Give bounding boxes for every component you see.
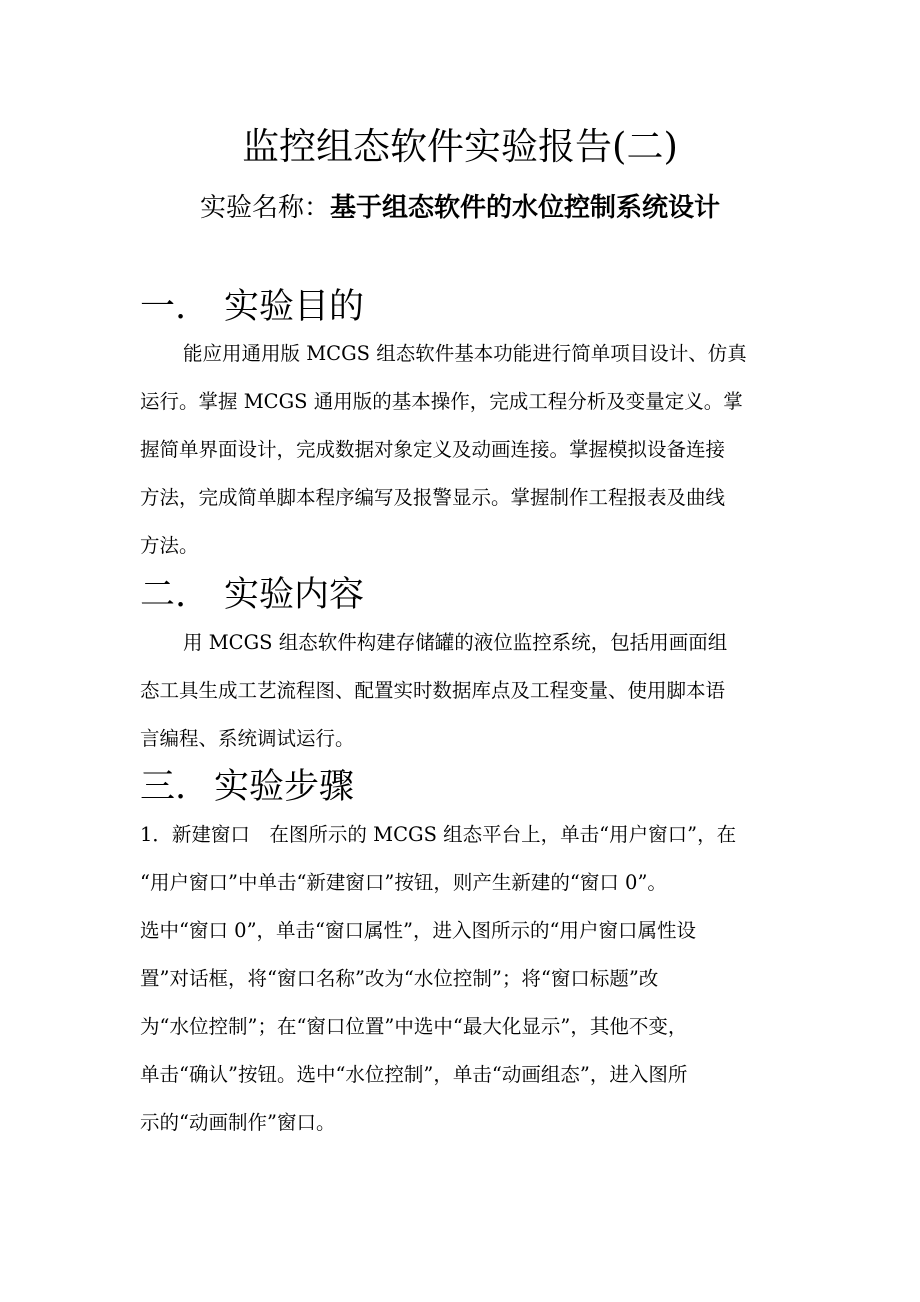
paragraph-line: 握简单界面设计，完成数据对象定义及动画连接。掌握模拟设备连接 — [140, 438, 726, 461]
paragraph-line: 单击“确认”按钮。选中“水位控制”，单击“动画组态”，进入图所 — [140, 1063, 688, 1086]
paragraph-line: 言编程、系统调试运行。 — [140, 727, 355, 750]
paragraph-line: 示的“动画制作”窗口。 — [140, 1111, 336, 1134]
paragraph-line: 为“水位控制”；在“窗口位置”中选中“最大化显示”，其他不变， — [140, 1015, 688, 1038]
paragraph-line: 置”对话框，将“窗口名称”改为“水位控制”；将“窗口标题”改 — [140, 967, 659, 990]
section-heading-purpose — [140, 282, 364, 332]
section-title: 实验步骤 — [214, 767, 355, 807]
section-heading-steps — [140, 762, 354, 812]
section-number: 一. — [140, 287, 187, 327]
document-title: 监控组态软件实验报告(二) — [242, 125, 678, 168]
paragraph-line: “用户窗口”中单击“新建窗口”按钮，则产生新建的“窗口 0”。 — [140, 871, 667, 894]
paragraph-line: 态工具生成工艺流程图、配置实时数据库点及工程变量、使用脚本语 — [140, 679, 726, 702]
paragraph-line: 运行。掌握 MCGS 通用版的基本操作，完成工程分析及变量定义。掌 — [140, 390, 743, 413]
section-title: 实验内容 — [224, 575, 365, 615]
section-number: 三. — [140, 767, 187, 807]
experiment-name-value: 基于组态软件的水位控制系统设计 — [330, 193, 721, 223]
paragraph-line: 能应用通用版 MCGS 组态软件基本功能进行简单项目设计、仿真 — [183, 342, 747, 365]
paragraph-line: 选中“窗口 0”，单击“窗口属性”，进入图所示的“用户窗口属性设 — [140, 919, 696, 942]
section-number: 二. — [140, 575, 187, 615]
paragraph-line: 方法。 — [140, 534, 199, 557]
experiment-name — [0, 188, 920, 228]
paragraph-line: 1．新建窗口 在图所示的 MCGS 组态平台上，单击“用户窗口”，在 — [140, 823, 737, 846]
paragraph-line: 方法，完成简单脚本程序编写及报警显示。掌握制作工程报表及曲线 — [140, 486, 726, 509]
experiment-name-label: 实验名称： — [199, 193, 330, 223]
paragraph-line: 用 MCGS 组态软件构建存储罐的液位监控系统，包括用画面组 — [183, 631, 728, 654]
section-title: 实验目的 — [224, 287, 365, 327]
section-heading-content — [140, 570, 364, 620]
